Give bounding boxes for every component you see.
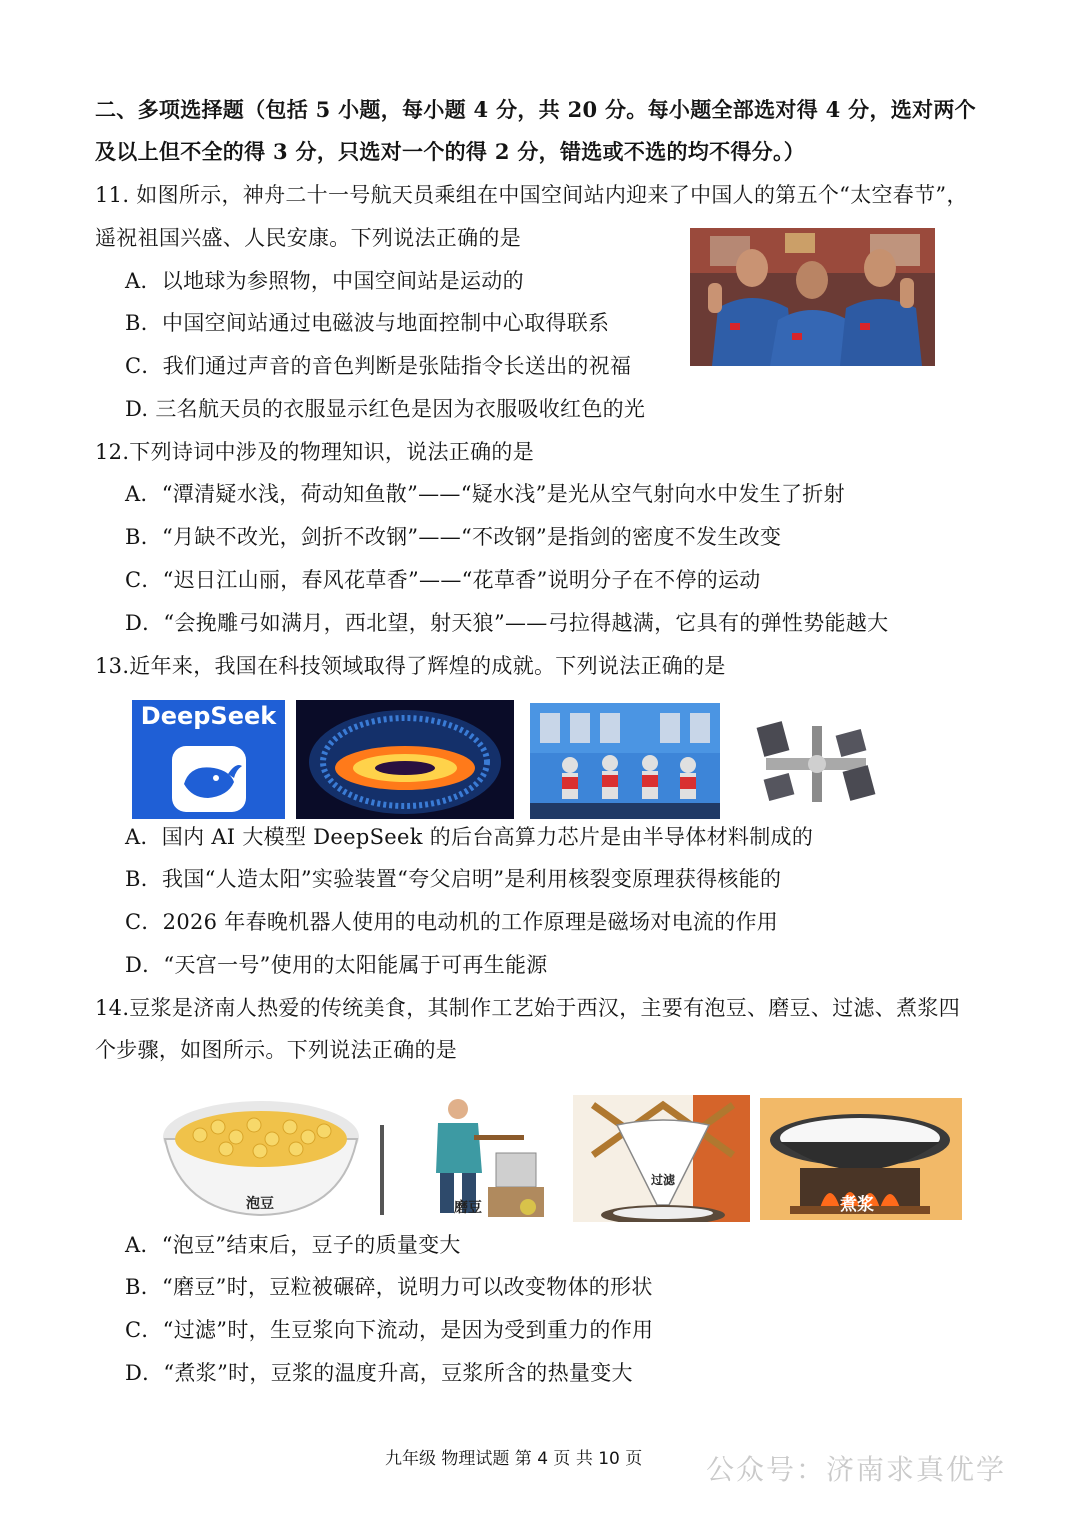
q14-stem: 14.豆浆是济南人热爱的传统美食，其制作工艺始于西汉，主要有泡豆、磨豆、过滤、煮浆四 [95,996,960,1020]
space-station-image [756,718,878,810]
q12-option-d: D．“会挽雕弓如满月，西北望，射天狼”——弓拉得越满，它具有的弹性势能越大 [125,611,889,635]
tag-soak: 泡豆 [246,1196,274,1212]
tag-filter: 过滤 [651,1173,676,1187]
q14-option-d: D．“煮浆”时，豆浆的温度升高，豆浆所含的热量变大 [125,1361,633,1385]
boiling-image [760,1098,962,1220]
q11-option-c: C．我们通过声音的音色判断是张陆指令长送出的祝福 [125,354,632,378]
q11-stem: 11. 如图所示，神舟二十一号航天员乘组在中国空间站内迎来了中国人的第五个“太空春节”， [95,183,968,207]
q12-option-a: A．“潭清疑水浅，荷动知鱼散”——“疑水浅”是光从空气射向水中发生了折射 [125,482,845,506]
astronauts-photo [690,228,935,366]
artificial-sun-image [296,700,514,819]
tag-grind: 磨豆 [454,1200,482,1216]
q13-option-b: B．我国“人造太阳”实验装置“夸父启明”是利用核裂变原理获得核能的 [125,867,782,891]
deepseek-label: DeepSeek [140,702,277,730]
section-heading: 二、多项选择题（包括 5 小题，每小题 4 分，共 20 分。每小题全部选对得 4 分，选对两个 [95,97,976,122]
whale-icon [170,744,248,814]
q12-option-c: C．“迟日江山丽，春风花草香”——“花草香”说明分子在不停的运动 [125,568,761,592]
q12-stem: 12.下列诗词中涉及的物理知识，说法正确的是 [95,440,534,464]
robots-image [530,703,720,819]
q13-option-d: D．“天宫一号”使用的太阳能属于可再生能源 [125,953,548,977]
q14-option-b: B．“磨豆”时，豆粒被碾碎，说明力可以改变物体的形状 [125,1275,653,1299]
q12-option-b: B．“月缺不改光，剑折不改钢”——“不改钢”是指剑的密度不发生改变 [125,525,782,549]
deepseek-image [132,700,285,819]
q11-option-a: A．以地球为参照物，中国空间站是运动的 [125,269,524,293]
q13-stem: 13.近年来，我国在科技领域取得了辉煌的成就。下列说法正确的是 [95,654,726,678]
grinding-beans-image [378,1095,553,1220]
q14-stem-cont: 个步骤，如图所示。下列说法正确的是 [95,1038,458,1062]
soaking-beans-image [160,1095,362,1218]
q11-stem-cont: 遥祝祖国兴盛、人民安康。下列说法正确的是 [95,226,521,250]
section-heading-cont: 及以上但不全的得 3 分，只选对一个的得 2 分，错选或不选的均不得分。） [95,139,806,164]
filtering-image [573,1095,750,1222]
page-footer: 九年级 物理试题 第 4 页 共 10 页 [385,1449,643,1469]
q11-option-b: B．中国空间站通过电磁波与地面控制中心取得联系 [125,311,610,335]
q13-option-c: C．2026 年春晚机器人使用的电动机的工作原理是磁场对电流的作用 [125,910,779,934]
q14-option-a: A．“泡豆”结束后，豆子的质量变大 [125,1233,461,1257]
tag-boil: 煮浆 [840,1195,874,1215]
q11-option-d: D. 三名航天员的衣服显示红色是因为衣服吸收红色的光 [125,397,646,421]
q14-option-c: C．“过滤”时，生豆浆向下流动，是因为受到重力的作用 [125,1318,654,1342]
q13-option-a: A．国内 AI 大模型 DeepSeek 的后台高算力芯片是由半导体材料制成的 [125,825,814,849]
watermark: 公众号：济南求真优学 [706,1453,1007,1486]
